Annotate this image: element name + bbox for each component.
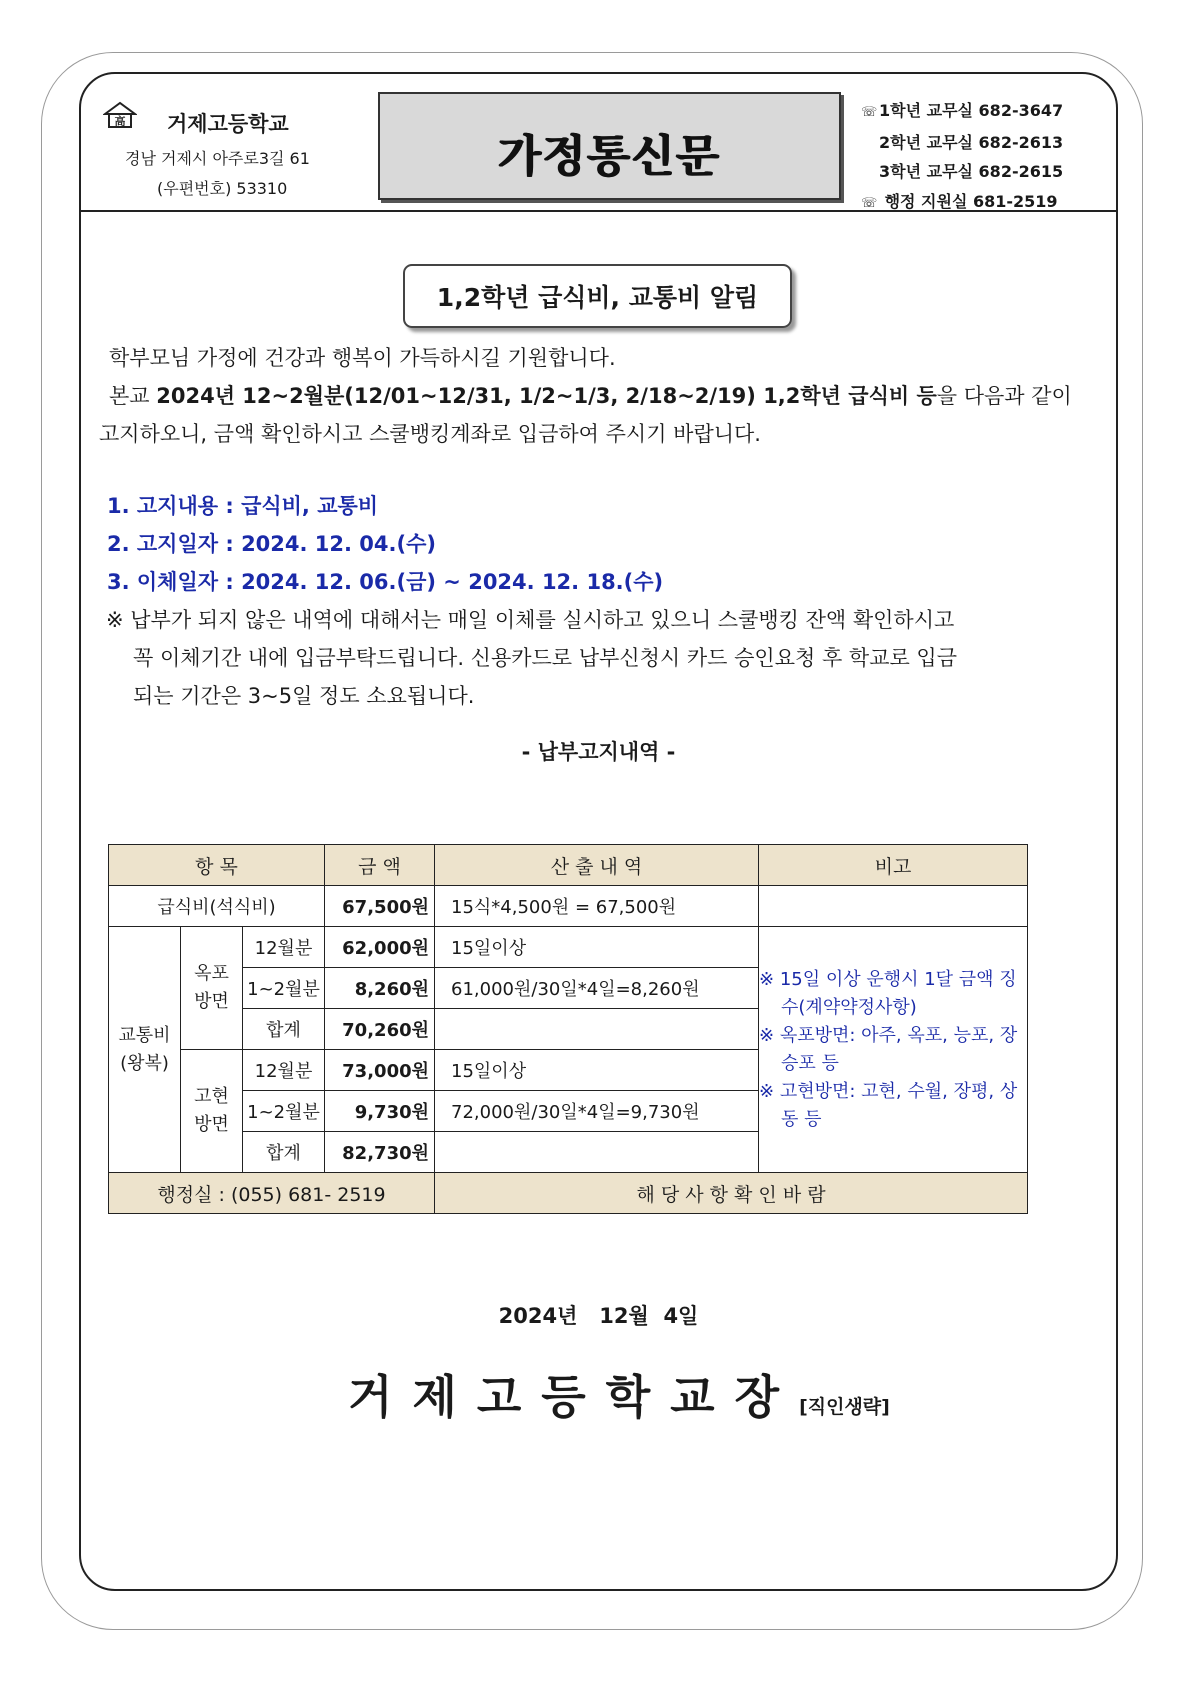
- admin-office-phone: 행정실 : (055) 681- 2519: [109, 1173, 435, 1214]
- gohyeon-calc: [435, 1132, 759, 1173]
- contact-label: 1학년 교무실 682-3647: [879, 101, 1064, 120]
- okpo-period: 1~2월분: [243, 968, 325, 1009]
- remark-line: ※ 고현방면: 고현, 수월, 장평, 상동 등: [759, 1080, 1018, 1130]
- document-frame: [79, 72, 1118, 1591]
- meal-amount: 67,500원: [325, 886, 435, 927]
- contact-label: 3학년 교무실 682-2615: [879, 162, 1064, 181]
- page-title: 가정통신문: [498, 131, 721, 182]
- phone-icon: ☏: [861, 105, 878, 120]
- principal-name: 거제고등학교장: [348, 1370, 800, 1424]
- svg-text:高: 高: [114, 115, 126, 128]
- table-title: - 납부고지내역 -: [521, 740, 676, 764]
- seal-omitted-note: [직인생략]: [799, 1396, 890, 1418]
- okpo-calc: 15일이상: [435, 927, 759, 968]
- table-footer-row: [109, 1173, 1028, 1214]
- table-row: [109, 886, 1028, 927]
- gohyeon-amount: 73,000원: [325, 1050, 435, 1091]
- notice-title: 1,2학년 급식비, 교통비 알림: [403, 264, 792, 328]
- gohyeon-amount: 82,730원: [325, 1132, 435, 1173]
- transport-remarks: [759, 927, 1028, 1173]
- note-line-3: 되는 기간은 3~5일 정도 소요됩니다.: [133, 684, 475, 708]
- okpo-period: 12월분: [243, 927, 325, 968]
- transport-label: 교통비 (왕복): [109, 927, 181, 1173]
- contact-label: 행정 지원실 681-2519: [884, 191, 1058, 211]
- footer-check-note: 해 당 사 항 확 인 바 람: [435, 1173, 1028, 1214]
- contact-label: 2학년 교무실 682-2613: [879, 132, 1064, 152]
- fee-table: [108, 844, 1028, 1214]
- note-line-2: 꼭 이체기간 내에 입금부탁드립니다. 신용카드로 납부신청시 카드 승인요청 후 학교로 입금: [133, 646, 958, 670]
- okpo-calc: [435, 1009, 759, 1050]
- contact-list: [861, 96, 1063, 218]
- okpo-amount: 62,000원: [325, 927, 435, 968]
- intro-line-3: 고지하오니, 금액 확인하시고 스쿨뱅킹계좌로 입금하여 주시기 바랍니다.: [99, 422, 761, 446]
- issue-date: 2024년 12월 4일: [498, 1304, 699, 1328]
- okpo-amount: 70,260원: [325, 1009, 435, 1050]
- intro-text: 을 다음과 같이: [936, 384, 1072, 408]
- gohyeon-amount: 9,730원: [325, 1091, 435, 1132]
- table-row: [109, 927, 1028, 968]
- item-transfer-date: 3. 이체일자 : 2024. 12. 06.(금) ~ 2024. 12. 18.(수): [107, 570, 664, 594]
- principal-signature: [348, 1361, 890, 1427]
- okpo-amount: 8,260원: [325, 968, 435, 1009]
- header-amount: 금 액: [325, 845, 435, 886]
- item-notice-content: 1. 고지내용 : 급식비, 교통비: [107, 494, 379, 518]
- header-divider: [81, 210, 1116, 212]
- gohyeon-calc: 72,000원/30일*4일=9,730원: [435, 1091, 759, 1132]
- remark-line: ※ 15일 이상 운행시 1달 금액 징수(계약약정사항): [759, 968, 1017, 1018]
- meal-label: 급식비(석식비): [109, 886, 325, 927]
- gohyeon-label: 고현 방면: [181, 1050, 243, 1173]
- school-postal-code: (우편번호) 53310: [157, 179, 288, 198]
- intro-text: 본교: [109, 384, 157, 408]
- okpo-calc: 61,000원/30일*4일=8,260원: [435, 968, 759, 1009]
- meal-calc: 15식*4,500원 = 67,500원: [435, 886, 759, 927]
- contact-row: [861, 157, 1063, 187]
- title-box: [378, 92, 841, 200]
- contact-row: [861, 128, 1063, 158]
- table-header-row: [109, 845, 1028, 886]
- intro-line-1: 학부모님 가정에 건강과 행복이 가득하시길 기원합니다.: [109, 346, 616, 370]
- intro-bold: 2024년 12~2월분(12/01~12/31, 1/2~1/3, 2/18~2/19) 1,2학년 급식비 등: [156, 384, 937, 408]
- header-item: 항 목: [109, 845, 325, 886]
- remark-line: ※ 옥포방면: 아주, 옥포, 능포, 장승포 등: [759, 1024, 1018, 1074]
- item-notice-date: 2. 고지일자 : 2024. 12. 04.(수): [107, 532, 436, 556]
- contact-row: [861, 187, 1063, 219]
- gohyeon-period: 합계: [243, 1132, 325, 1173]
- okpo-label: 옥포 방면: [181, 927, 243, 1050]
- header-calc: 산 출 내 역: [435, 845, 759, 886]
- note-line-1: ※ 납부가 되지 않은 내역에 대해서는 매일 이체를 실시하고 있으니 스쿨뱅킹 잔액 확인하시고: [106, 608, 955, 632]
- meal-remark: [759, 886, 1028, 927]
- gohyeon-calc: 15일이상: [435, 1050, 759, 1091]
- phone-icon: ☏: [861, 195, 878, 211]
- gohyeon-period: 12월분: [243, 1050, 325, 1091]
- school-address: 경남 거제시 아주로3길 61: [125, 149, 310, 168]
- header-remark: 비고: [759, 845, 1028, 886]
- school-logo-icon: [103, 100, 137, 130]
- intro-line-2: [109, 380, 1072, 410]
- contact-row: [861, 96, 1063, 128]
- gohyeon-period: 1~2월분: [243, 1091, 325, 1132]
- okpo-period: 합계: [243, 1009, 325, 1050]
- school-name: 거제고등학교: [167, 112, 289, 136]
